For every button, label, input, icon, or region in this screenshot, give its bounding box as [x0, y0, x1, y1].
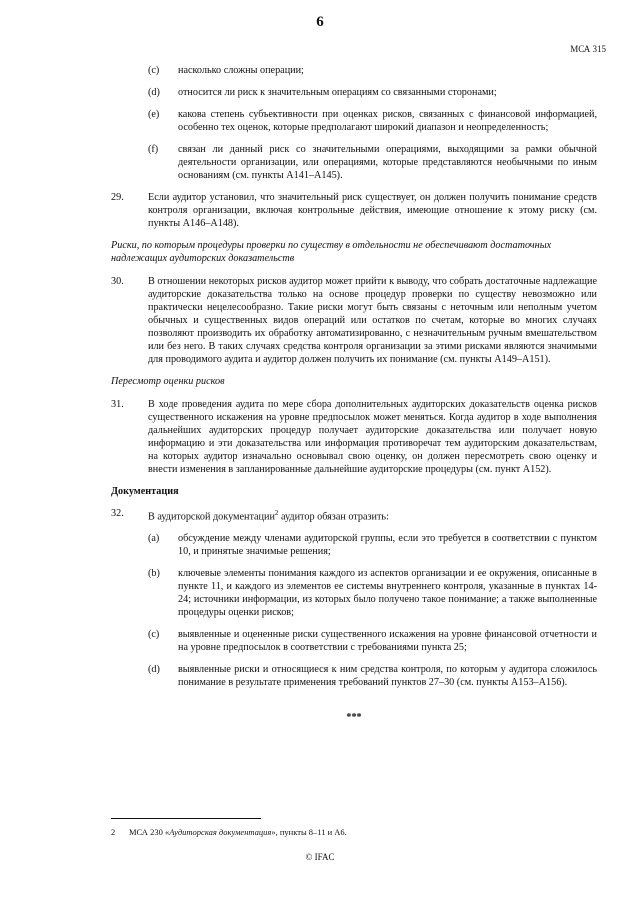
item-label: (c): [148, 629, 160, 641]
item-label: (e): [148, 109, 160, 120]
list-item: [111, 64, 597, 77]
paragraph-32: [111, 507, 597, 523]
item-label: (b): [148, 568, 160, 580]
list-item: [111, 108, 597, 134]
section-heading-review: Пересмотр оценки рисков: [111, 376, 225, 387]
paragraph-number: 29.: [111, 192, 124, 203]
paragraph-text: [148, 507, 597, 523]
paragraph-29: [111, 191, 597, 230]
item-text: обсуждение между членами аудиторской группы, если это требуется в соответствии с пунктом 10, и принятые значимые решения;: [178, 533, 597, 558]
section-heading-documentation: Документация: [111, 486, 179, 497]
footnote-title: Аудиторская документация: [169, 827, 272, 837]
item-label: (d): [148, 87, 160, 98]
doc-code: МСА 315: [570, 44, 606, 54]
document-body: [111, 64, 597, 724]
list-item: [111, 628, 597, 654]
footnote-ref: 2: [274, 509, 279, 517]
paragraph-text: В отношении некоторых рисков аудитор может прийти к выводу, что собрать достаточные надлежащие аудиторские доказательства только на основе процедур проверки по существу невозможно или практически нецелесообразно. Такие риски могут быть связаны с неточным или неполным учетом обычных и существенных видов операций или остатков по счетам, которые во многих случаях позволяют производить их обработку автоматизированно, с незначительным ручным вмешательством или без него. В таких случаях средства контроля организации за этими рисками являются значимыми для проводимого аудита и аудитор должен получить их понимание (см. пункты А149–А151).: [148, 276, 597, 365]
item-text: какова степень субъективности при оценках рисков, связанных с финансовой информацией, особенно тех оценок, которые предполагают широкий диапазон и неопределенность;: [178, 109, 597, 133]
list-item: [111, 532, 597, 558]
paragraph-number: 31.: [111, 399, 124, 410]
footnote-divider: [111, 818, 261, 819]
footnote: [111, 827, 347, 837]
list-item: [111, 143, 597, 182]
item-text: относится ли риск к значительным операциям со связанными сторонами;: [178, 87, 497, 98]
paragraph-text-start: В аудиторской документации: [148, 511, 275, 523]
paragraph-31: [111, 398, 597, 476]
footnote-text-end: », пункты 8–11 и А6.: [271, 827, 347, 837]
item-label: (a): [148, 533, 160, 545]
copyright: © IFAC: [305, 852, 335, 862]
page-number: 6: [316, 14, 324, 30]
item-text: насколько сложны операции;: [178, 65, 304, 76]
list-item: [111, 663, 597, 689]
item-label: (d): [148, 664, 160, 676]
item-text: ключевые элементы понимания каждого из аспектов организации и ее окружения, описанные в пункте 11, и каждого из элементов ее системы внутреннего контроля, указанные в пунктах 14-24; источники информации, из которых было получено такое понимание; а также выполненные процедуры оценки рисков;: [178, 568, 597, 619]
item-label: (f): [148, 144, 159, 155]
footnote-text-start: МСА 230 «: [129, 827, 170, 837]
paragraph-text: Если аудитор установил, что значительный риск существует, он должен получить понимание средств контроля организации, включая контрольные действия, имеющие отношение к этому риску (см. пункты А146–А148).: [148, 192, 597, 229]
item-label: (c): [148, 65, 160, 76]
paragraph-text-end: аудитор обязан отразить:: [278, 511, 389, 523]
list-item: [111, 567, 597, 619]
paragraph-number: 32.: [111, 508, 124, 519]
paragraph-number: 30.: [111, 276, 124, 287]
list-item: [111, 86, 597, 99]
item-text: выявленные и оцененные риски существенного искажения на уровне финансовой отчетности и на уровне предпосылок в соответствии с требованиями пункта 25;: [178, 629, 597, 654]
section-heading-risks: Риски, по которым процедуры проверки по существу в отдельности не обеспечивают достаточных надлежащих аудиторских доказательств: [111, 240, 552, 264]
item-text: выявленные риски и относящиеся к ним средства контроля, по которым у аудитора сложилось понимание в результате применения требований пунктов 27–30 (см. пункты А153–А156).: [178, 664, 597, 689]
section-separator: ***: [346, 712, 362, 724]
footnote-number: 2: [111, 827, 116, 837]
paragraph-text: В ходе проведения аудита по мере сбора дополнительных аудиторских доказательств оценка рисков существенного искажения на уровне предпосылок может меняться. Когда аудитор в ходе выполнения дальнейших аудиторских процедур получает аудиторские доказательства или получает новую информацию и эти доказательства или информация противоречат тем аудиторским доказательствам, на которых аудитор изначально основывал свою оценку, он должен пересмотреть свою оценку и внести изменения в запланированные дальнейшие аудиторские процедуры (см. пункт А152).: [148, 399, 597, 475]
item-text: связан ли данный риск со значительными операциями, выходящими за рамки обычной деятельности организации, или операциями, которые представляются необычными по иным основаниям (см. пункты А141–А145).: [178, 144, 597, 181]
paragraph-30: [111, 275, 597, 366]
